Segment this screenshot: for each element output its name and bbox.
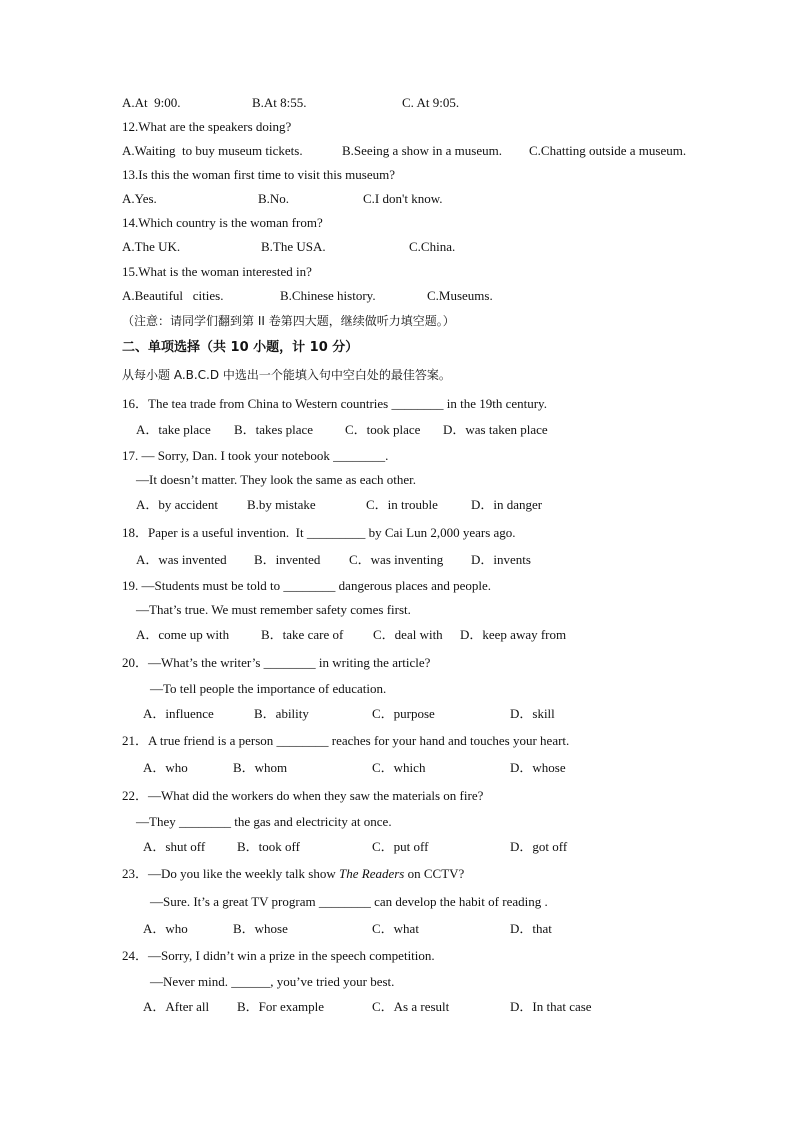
q16-stem: 16．The tea trade from China to Western countries ________ in the 19th century. [122,396,547,411]
q17-option-d: D．in danger [471,497,543,512]
q19-option-d: D．keep away from [460,627,567,642]
q19-option-b: B．take care of [261,627,344,642]
q20-line2: —To tell people the importance of education. [150,681,387,696]
q14-option-a: A.The UK. [122,239,181,254]
q13-option-b: B.No. [258,191,290,206]
q11-option-a: A.At 9:00. [122,95,181,110]
q13-option-c: C.I don't know. [363,191,443,206]
q22-option-a: A．shut off [143,839,206,854]
q12-option-b: B.Seeing a show in a museum. [342,143,502,158]
q18-option-a: A．was invented [136,552,227,567]
q11-option-c: C. At 9:05. [402,95,460,110]
q20-stem: 20．—What’s the writer’s ________ in writing the article? [122,655,431,670]
q17-option-c: C．in trouble [366,497,438,512]
q17-option-b: B.by mistake [247,497,316,512]
q20-option-c: C．purpose [372,706,435,721]
q14-option-c: C.China. [409,239,456,254]
q19-stem: 19. —Students must be told to ________ dangerous places and people. [122,578,492,593]
listening-note: （注意：请同学们翻到第 II 卷第四大题，继续做听力填空题。） [122,314,455,328]
q12-option-a: A.Waiting to buy museum tickets. [122,143,303,158]
q23-option-d: D．that [510,921,552,936]
q17-option-a: A．by accident [136,497,218,512]
q15-option-c: C.Museums. [427,288,493,303]
q23-show-title: The Readers [339,866,405,881]
q20-option-b: B．ability [254,706,309,721]
q12-stem: 12.What are the speakers doing? [122,119,292,134]
q15-stem: 15.What is the woman interested in? [122,264,312,279]
q17-stem: 17. — Sorry, Dan. I took your notebook ________. [122,448,389,463]
q24-option-b: B．For example [237,999,325,1014]
section-2-instruction: 从每小题 A.B.C.D 中选出一个能填入句中空白处的最佳答案。 [122,368,451,382]
q22-option-c: C．put off [372,839,429,854]
q16-option-d: D．was taken place [443,422,548,437]
q24-line2: —Never mind. ______, you’ve tried your best. [150,974,395,989]
section-2-title: 二、单项选择（共 10 小题，计 10 分） [122,340,359,355]
q24-option-c: C．As a result [372,999,450,1014]
q16-option-c: C．took place [345,422,421,437]
q23-stem: 23．—Do you like the weekly talk show The Readers on CCTV? [122,866,465,881]
q18-option-d: D．invents [471,552,531,567]
q16-option-b: B．takes place [234,422,314,437]
q13-stem: 13.Is this the woman first time to visit this museum? [122,167,395,182]
q21-stem: 21．A true friend is a person ________ reaches for your hand and touches your heart. [122,733,570,748]
q19-line2: —That’s true. We must remember safety comes first. [136,602,411,617]
q23-option-c: C．what [372,921,419,936]
q14-option-b: B.The USA. [261,239,326,254]
q15-option-b: B.Chinese history. [280,288,376,303]
q21-option-b: B．whom [233,760,288,775]
q12-option-c: C.Chatting outside a museum. [529,143,687,158]
q23-line2: —Sure. It’s a great TV program ________ can develop the habit of reading . [150,894,548,909]
q18-option-b: B．invented [254,552,321,567]
q15-option-a: A.Beautiful cities. [122,288,224,303]
q24-stem: 24．—Sorry, I didn’t win a prize in the speech competition. [122,948,435,963]
q11-option-b: B.At 8:55. [252,95,307,110]
q19-option-a: A．come up with [136,627,230,642]
q24-option-a: A．After all [143,999,210,1014]
q21-option-a: A．who [143,760,188,775]
q22-option-b: B．took off [237,839,300,854]
q20-option-a: A．influence [143,706,214,721]
q16-option-a: A．take place [136,422,211,437]
q23-option-a: A．who [143,921,188,936]
q20-option-d: D．skill [510,706,555,721]
q21-option-c: C．which [372,760,426,775]
q23-option-b: B．whose [233,921,288,936]
q22-line2: —They ________ the gas and electricity at once. [136,814,392,829]
q24-option-d: D．In that case [510,999,592,1014]
q17-line2: —It doesn’t matter. They look the same as each other. [136,472,417,487]
q21-option-d: D．whose [510,760,566,775]
q22-option-d: D．got off [510,839,568,854]
q13-option-a: A.Yes. [122,191,157,206]
q14-stem: 14.Which country is the woman from? [122,215,323,230]
q22-stem: 22．—What did the workers do when they saw the materials on fire? [122,788,484,803]
q18-stem: 18．Paper is a useful invention. It _________ by Cai Lun 2,000 years ago. [122,525,516,540]
q18-option-c: C．was inventing [349,552,444,567]
q19-option-c: C．deal with [373,627,443,642]
